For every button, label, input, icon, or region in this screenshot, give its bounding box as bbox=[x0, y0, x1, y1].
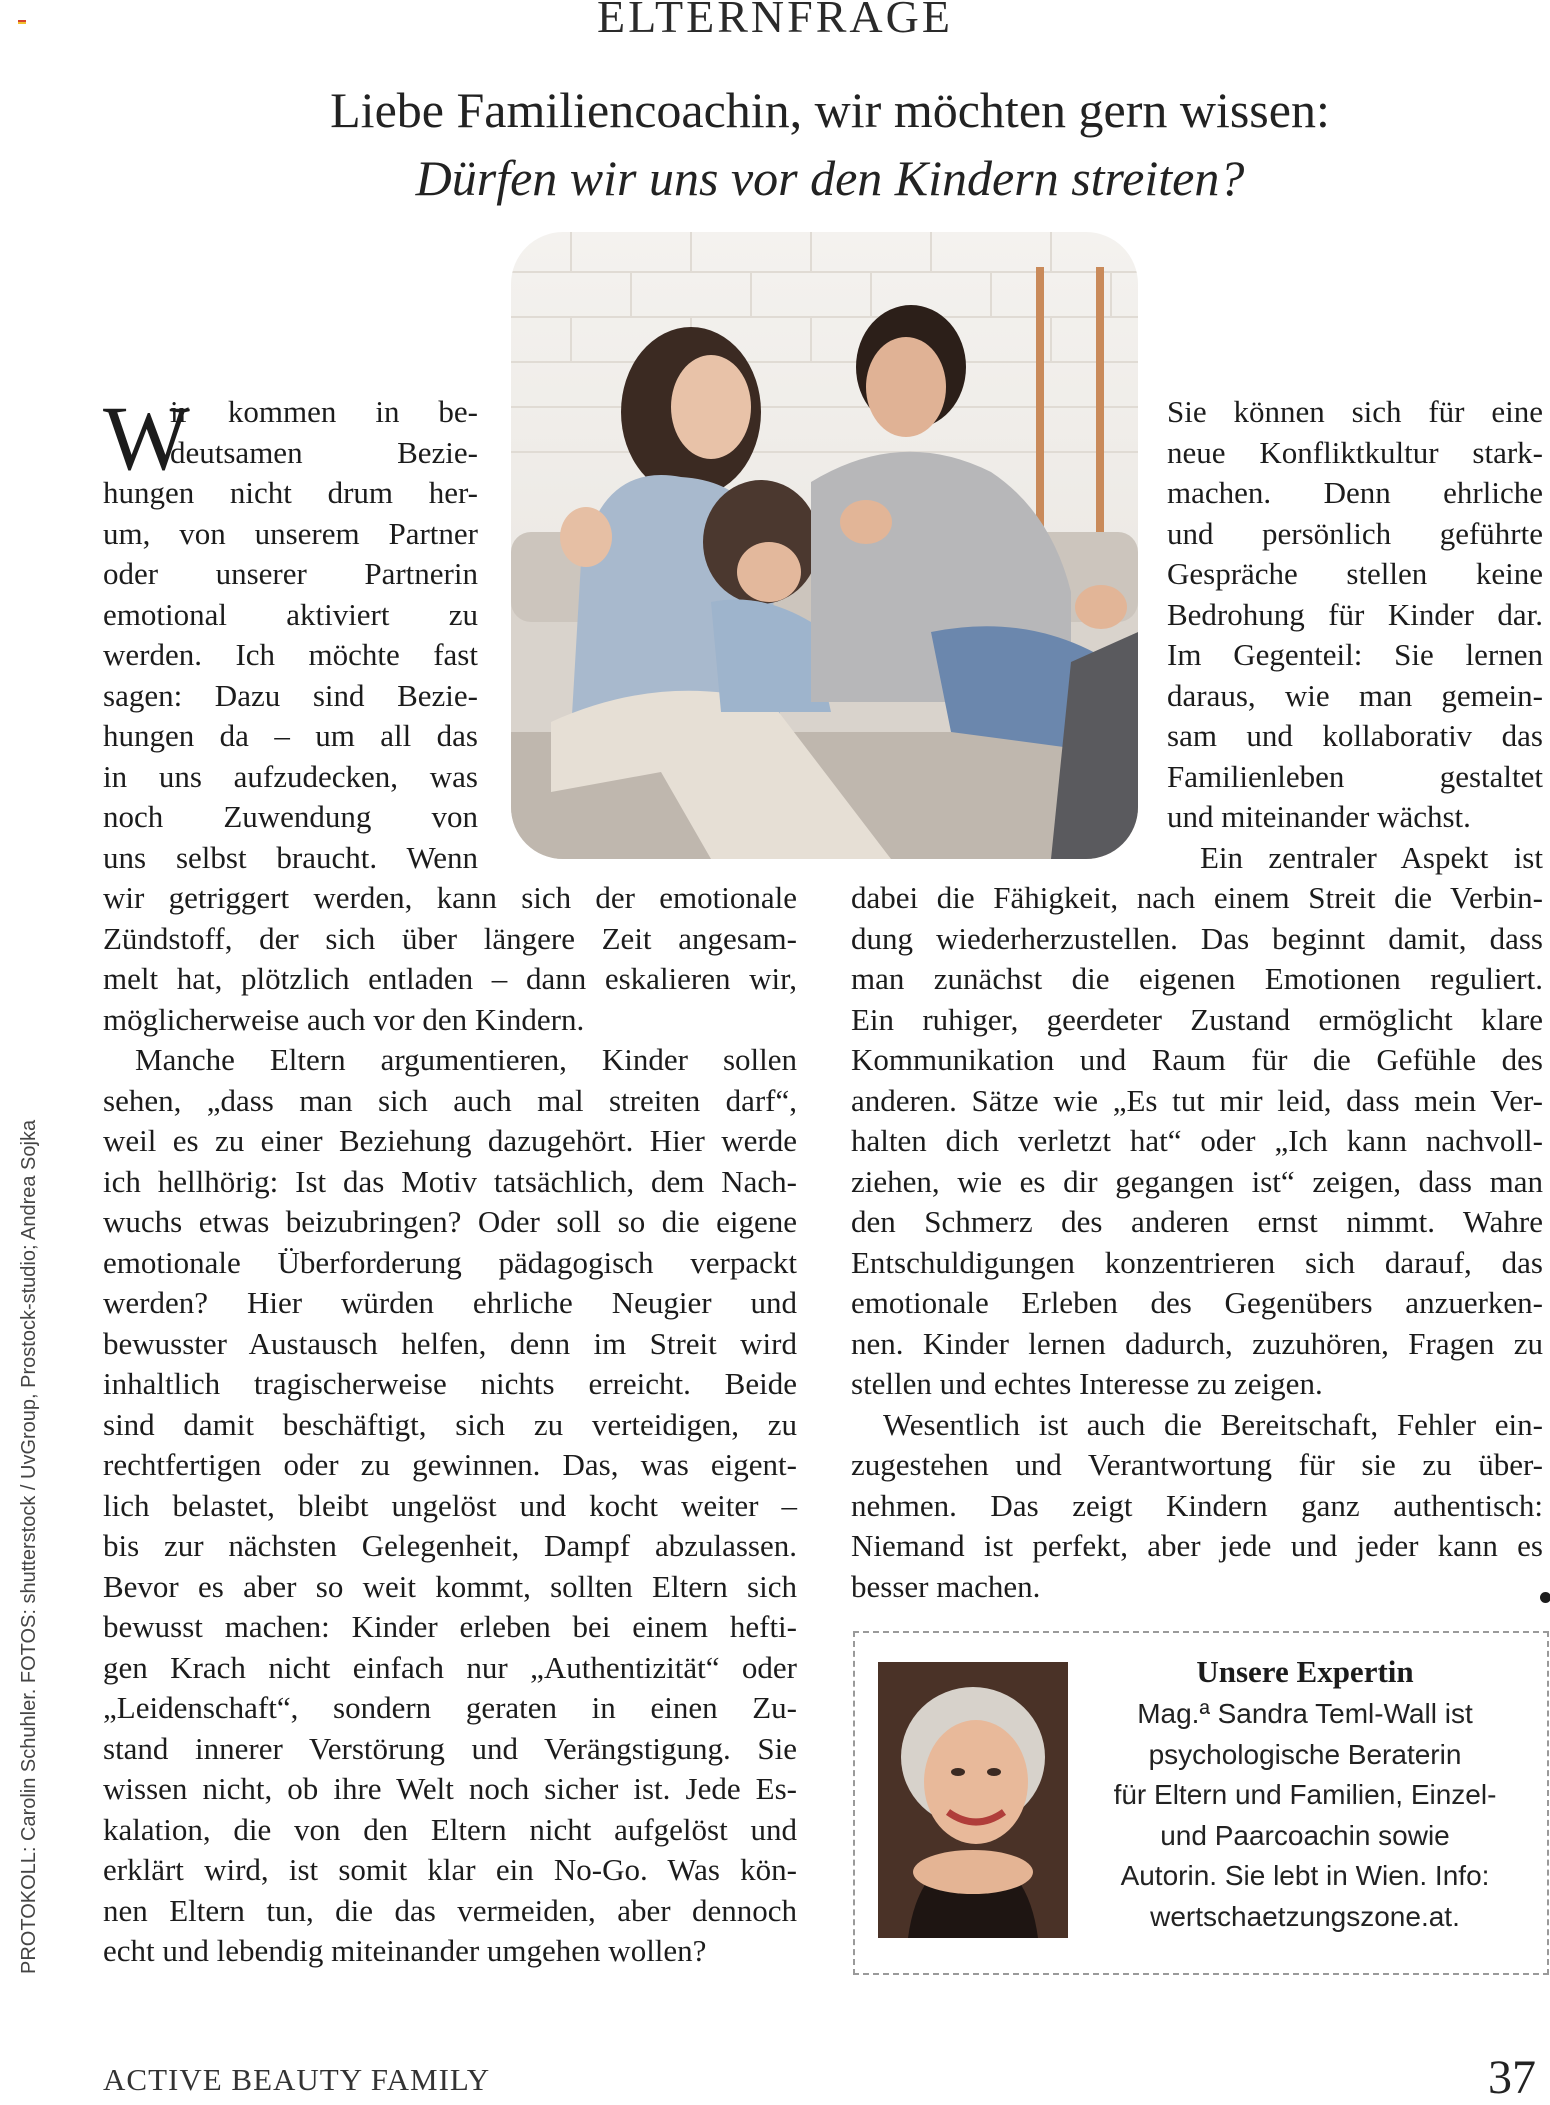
article-line: in uns aufzudecken, was bbox=[103, 758, 478, 794]
article-line: inhaltlich tragischerweise nichts erreicht. Beide bbox=[103, 1366, 797, 1401]
expert-bio-line: wertschaetzungszone.at. bbox=[1150, 1900, 1460, 1932]
article-line: hungen da – um all das bbox=[103, 718, 478, 753]
article-line: dabei die Fähigkeit, nach einem Streit die Verbin- bbox=[851, 880, 1543, 915]
article-line: emotionale Erleben des Gegenübers anzuerken- bbox=[851, 1285, 1543, 1320]
article-line: Gespräche stellen keine bbox=[1167, 556, 1543, 591]
article-line: ich hellhörig: Ist das Motiv tatsächlich, dem Nach- bbox=[103, 1163, 797, 1199]
article-line: daraus, wie man gemein- bbox=[1167, 677, 1543, 713]
magazine-name: ACTIVE BEAUTY FAMILY bbox=[103, 2062, 491, 2097]
article-line: Sie können sich für eine bbox=[1167, 394, 1543, 429]
article-line: stellen und echtes Interesse zu zeigen. bbox=[851, 1366, 1323, 1401]
article-line: sehen, „dass man sich auch mal streiten darf“, bbox=[103, 1082, 797, 1118]
article-end-mark bbox=[1540, 1592, 1550, 1603]
article-line: sagen: Dazu sind Bezie- bbox=[103, 677, 478, 713]
article-line: echt und lebendig miteinander umgehen wollen? bbox=[103, 1933, 707, 1968]
article-line: „Leidenschaft“, sondern geraten in einen Zu- bbox=[103, 1690, 797, 1725]
article-line: wir getriggert werden, kann sich der emotionale bbox=[103, 880, 797, 915]
article-line: Im Gegenteil: Sie lernen bbox=[1167, 637, 1543, 672]
article-line: anderen. Sätze wie „Es tut mir leid, dass mein Ver- bbox=[851, 1082, 1543, 1118]
article-line: deutsamen Bezie- bbox=[170, 434, 478, 470]
article-line: bis zur nächsten Gelegenheit, Dampf abzulassen. bbox=[103, 1528, 797, 1563]
article-line: melt hat, plötzlich entladen – dann eskalieren wir, bbox=[103, 961, 797, 996]
article-line: Familienleben gestaltet bbox=[1167, 758, 1543, 794]
article-line: bewusst machen: Kinder erleben bei einem hefti- bbox=[103, 1609, 797, 1644]
expert-bio-line: Autorin. Sie lebt in Wien. Info: bbox=[1120, 1860, 1490, 1891]
article-line: Bevor es aber so weit kommt, sollten Eltern sich bbox=[103, 1568, 797, 1604]
article-line: wissen nicht, ob ihre Welt noch sicher ist. Jede Es- bbox=[103, 1771, 797, 1806]
article-line: weil es zu einer Beziehung dazugehört. Hier werde bbox=[103, 1123, 797, 1158]
article-line: und persönlich geführte bbox=[1167, 515, 1543, 551]
expert-bio-line: Mag.ª Sandra Teml-Wall ist bbox=[1137, 1698, 1473, 1729]
article-line: Entschuldigungen konzentrieren sich darauf, das bbox=[851, 1244, 1543, 1280]
article-line: Ein ruhiger, geerdeter Zustand ermöglicht klare bbox=[851, 1001, 1543, 1037]
article-line: halten dich verletzt hat“ oder „Ich kann nachvoll- bbox=[851, 1123, 1543, 1158]
article-line: dung wiederherzustellen. Das beginnt damit, dass bbox=[851, 920, 1543, 956]
article-line: ziehen, wie es dir gegangen ist“ zeigen, dass man bbox=[851, 1163, 1543, 1199]
article-line: stand innerer Verstörung und Verängstigung. Sie bbox=[103, 1730, 797, 1766]
article-line: Manche Eltern argumentieren, Kinder sollen bbox=[135, 1042, 797, 1077]
article-line: zugestehen und Verantwortung für sie zu über- bbox=[851, 1447, 1543, 1482]
article-line: Bedrohung für Kinder dar. bbox=[1167, 596, 1543, 632]
article-line: um, von unserem Partner bbox=[103, 515, 478, 551]
drop-cap: W bbox=[103, 387, 190, 489]
article-line: noch Zuwendung von bbox=[103, 799, 478, 834]
expert-title: Unsere Expertin bbox=[1196, 1654, 1414, 1689]
article-line: Zündstoff, der sich über längere Zeit angesam- bbox=[103, 920, 797, 956]
article-line: den Schmerz des anderen ernst nimmt. Wahre bbox=[851, 1204, 1543, 1239]
article-line: werden? Hier würden ehrliche Neugier und bbox=[103, 1285, 797, 1320]
article-line: uns selbst braucht. Wenn bbox=[103, 839, 478, 875]
article-line: nehmen. Das zeigt Kindern ganz authentisch: bbox=[851, 1487, 1543, 1523]
article-line: Wesentlich ist auch die Bereitschaft, Fehler ein- bbox=[883, 1406, 1543, 1442]
headline bbox=[0, 76, 1550, 212]
expert-bio-line: psychologische Beraterin bbox=[1148, 1738, 1462, 1770]
article-line: man zunächst die eigenen Emotionen reguliert. bbox=[851, 961, 1543, 996]
article-line: ir kommen in be- bbox=[170, 394, 478, 429]
expert-bio-line: für Eltern und Familien, Einzel- bbox=[1113, 1779, 1497, 1810]
article-line: hungen nicht drum her- bbox=[103, 475, 478, 510]
article-line: wuchs etwas beizubringen? Oder soll so die eigene bbox=[103, 1204, 797, 1239]
headline-line-2: Dürfen wir uns vor den Kindern streiten? bbox=[415, 150, 1245, 206]
article-line: bewusster Austausch helfen, denn im Streit wird bbox=[103, 1325, 797, 1361]
article-line: lich belastet, bleibt ungelöst und kocht weiter – bbox=[103, 1487, 797, 1523]
article-line: emotionale Überforderung pädagogisch verpackt bbox=[103, 1244, 797, 1280]
article-line: nen Eltern tun, die das vermeiden, aber dennoch bbox=[103, 1892, 797, 1928]
article-line: Kommunikation und Raum für die Gefühle des bbox=[851, 1042, 1543, 1077]
family-argument-photo bbox=[511, 232, 1138, 859]
article-line: gen Krach nicht einfach nur „Authentizität“ oder bbox=[103, 1649, 797, 1685]
article-line: möglicherweise auch vor den Kindern. bbox=[103, 1001, 585, 1037]
article-line: und miteinander wächst. bbox=[1167, 799, 1471, 834]
article-line: machen. Denn ehrliche bbox=[1167, 475, 1543, 510]
article-line: werden. Ich möchte fast bbox=[103, 637, 478, 672]
article-line: emotional aktiviert zu bbox=[103, 596, 478, 632]
section-label: ELTERNFRAGE bbox=[597, 0, 953, 42]
article-line: erklärt wird, ist somit klar ein No-Go. Was kön- bbox=[103, 1852, 797, 1887]
headline-line-1: Liebe Familiencoachin, wir möchten gern wissen: bbox=[330, 82, 1330, 138]
article-line: sind damit beschäftigt, sich zu verteidigen, zu bbox=[103, 1406, 797, 1442]
photo-credit: PROTOKOLL: Carolin Schuhler. FOTOS: shutterstock / UvGroup, Prostock-studio; Andrea Sojka bbox=[18, 1119, 40, 1974]
expert-portrait bbox=[878, 1662, 1068, 1938]
page-number: 37 bbox=[1488, 2051, 1536, 2104]
article-line: neue Konfliktkultur stark- bbox=[1167, 434, 1543, 470]
article-line: rechtfertigen oder zu gewinnen. Das, was eigent- bbox=[103, 1447, 797, 1482]
article-line: Ein zentraler Aspekt ist bbox=[1200, 839, 1543, 875]
article-line: kalation, die von den Eltern nicht aufgelöst und bbox=[103, 1811, 797, 1847]
article-line: oder unserer Partnerin bbox=[103, 556, 478, 591]
article-line: sam und kollaborativ das bbox=[1167, 718, 1543, 753]
expert-bio-line: und Paarcoachin sowie bbox=[1160, 1819, 1450, 1851]
article-line: besser machen. bbox=[851, 1568, 1041, 1604]
article-line: nen. Kinder lernen dadurch, zuzuhören, Fragen zu bbox=[851, 1325, 1543, 1361]
article-line: Niemand ist perfekt, aber jede und jeder kann es bbox=[851, 1528, 1543, 1563]
